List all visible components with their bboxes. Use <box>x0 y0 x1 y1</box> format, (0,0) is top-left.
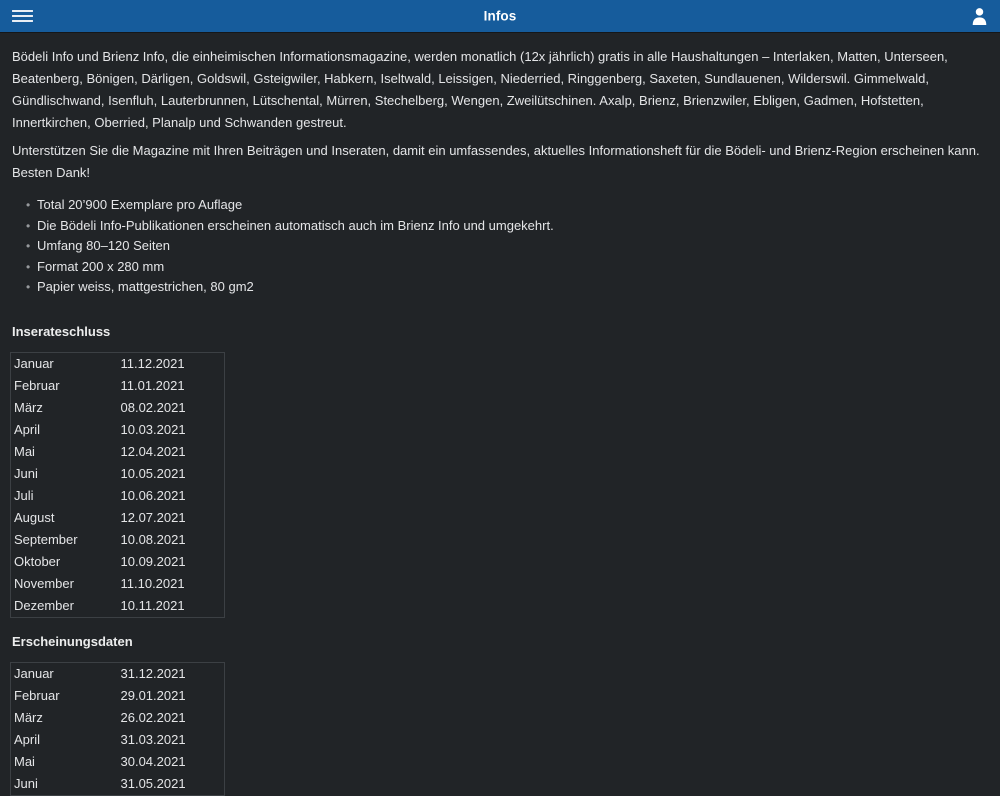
table-row <box>11 595 225 618</box>
table-row <box>11 485 225 507</box>
hamburger-icon <box>12 8 33 24</box>
table-body <box>11 352 225 617</box>
date-cell: 10.05.2021 <box>120 465 186 481</box>
date-cell: 10.03.2021 <box>120 421 186 437</box>
table-row <box>11 729 225 751</box>
month-cell: Mai <box>14 443 35 459</box>
month-cell: Juli <box>14 487 34 503</box>
date-cell: 12.04.2021 <box>120 443 186 459</box>
hamburger-menu-button[interactable] <box>12 8 33 24</box>
table-row <box>11 685 225 707</box>
month-cell: Dezember <box>14 597 74 613</box>
list-item: • Die Bödeli Info-Publikationen erscheinen automatisch auch im Brienz Info und umgekehrt. <box>12 216 988 237</box>
month-cell: Oktober <box>14 553 61 569</box>
month-cell: August <box>14 509 55 525</box>
month-cell: Juni <box>14 775 38 791</box>
list-item: • Umfang 80–120 Seiten <box>12 236 988 257</box>
list-item: • Format 200 x 280 mm <box>12 257 988 278</box>
table-row <box>11 707 225 729</box>
date-cell: 31.03.2021 <box>120 731 186 747</box>
content <box>0 46 1000 796</box>
month-cell: März <box>14 709 43 725</box>
table-row <box>11 662 225 685</box>
table-row <box>11 751 225 773</box>
erscheinungsdaten-heading: Erscheinungsdaten <box>12 633 133 649</box>
date-cell: 10.11.2021 <box>120 597 185 613</box>
date-cell: 26.02.2021 <box>120 709 186 725</box>
date-cell: 08.02.2021 <box>120 399 186 415</box>
user-account-button[interactable] <box>971 7 988 26</box>
list-item: • Papier weiss, mattgestrichen, 80 gm2 <box>12 277 988 298</box>
table-body <box>11 662 225 795</box>
date-cell: 10.09.2021 <box>120 553 186 569</box>
table-row <box>11 375 225 397</box>
page-title: Infos <box>483 8 517 24</box>
table-row <box>11 397 225 419</box>
navigation-bar <box>0 0 1000 32</box>
table-row <box>11 529 225 551</box>
date-cell: 10.06.2021 <box>120 487 186 503</box>
table-row <box>11 419 225 441</box>
intro-paragraph: Bödeli Info und Brienz Info, die einheimischen Informationsmagazine, werden monatlich (12x jährlich) gratis in alle Haushaltungen – Interlaken, Matten, Unterseen, Beatenberg, Bönigen, Därligen, Goldswil, Gsteigwiler, Habkern, Iseltwald, Leissigen, Niederried, Ringgenberg, Saxeten, Sundlauenen, Wilderswil. Gimmelwald, Gündlischwand, Isenfluh, Lauterbrunnen, Lütschental, Mürren, Stechelberg, Wengen, Zweilütschinen. Axalp, Brienz, Brienzwiler, Ebligen, Gadmen, Hofstetten, Innertkirchen, Oberried, Planalp und Schwanden gestreut. <box>12 49 948 130</box>
section-inserateschluss <box>12 324 988 618</box>
date-cell: 11.10.2021 <box>120 575 185 591</box>
month-cell: Februar <box>14 687 60 703</box>
table-row <box>11 551 225 573</box>
month-cell: März <box>14 399 43 415</box>
month-cell: September <box>14 531 78 547</box>
month-cell: Januar <box>14 355 54 371</box>
month-cell: Januar <box>14 665 54 681</box>
inserateschluss-table <box>10 352 225 618</box>
month-cell: Juni <box>14 465 38 481</box>
info-bullet-list <box>12 195 988 298</box>
month-cell: Februar <box>14 377 60 393</box>
month-cell: April <box>14 421 41 437</box>
list-item: • Total 20’900 Exemplare pro Auflage <box>12 195 988 216</box>
date-cell: 10.08.2021 <box>120 531 186 547</box>
date-cell: 12.07.2021 <box>120 509 186 525</box>
month-cell: November <box>14 575 74 591</box>
table-row <box>11 463 225 485</box>
month-cell: April <box>14 731 41 747</box>
table-row <box>11 507 225 529</box>
date-cell: 11.01.2021 <box>120 377 185 393</box>
support-paragraph: Unterstützen Sie die Magazine mit Ihren Beiträgen und Inseraten, damit ein umfassendes, aktuelles Informationsheft für die Bödeli- und Brienz-Region erscheinen kann. Besten Dank! <box>12 143 980 180</box>
date-cell: 31.05.2021 <box>120 775 186 791</box>
inserateschluss-heading: Inserateschluss <box>12 323 111 339</box>
date-cell: 11.12.2021 <box>120 355 185 371</box>
table-row <box>11 573 225 595</box>
table-row <box>11 352 225 375</box>
user-icon <box>971 7 988 26</box>
month-cell: Mai <box>14 753 35 769</box>
table-row <box>11 441 225 463</box>
section-erscheinungsdaten <box>12 634 988 796</box>
date-cell: 31.12.2021 <box>120 665 186 681</box>
table-row <box>11 773 225 796</box>
erscheinungsdaten-table <box>10 662 225 796</box>
date-cell: 30.04.2021 <box>120 753 186 769</box>
date-cell: 29.01.2021 <box>120 687 186 703</box>
